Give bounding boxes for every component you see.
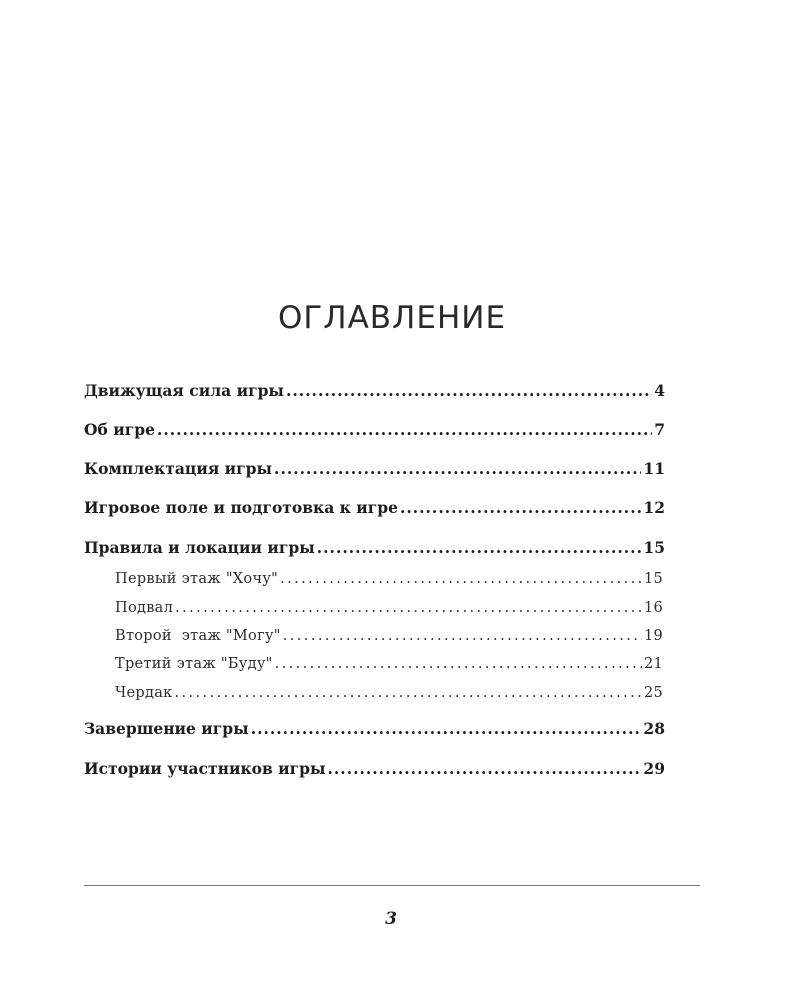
- toc-subentry[interactable]: [115, 685, 663, 701]
- toc-leader-dots: [274, 459, 641, 478]
- toc-entry-page: 11: [643, 459, 665, 478]
- toc-entry-page: 4: [654, 381, 665, 400]
- toc-entry[interactable]: [84, 381, 665, 400]
- toc-subentry[interactable]: [115, 628, 663, 644]
- toc-entry[interactable]: [84, 459, 665, 478]
- toc-subentry[interactable]: [115, 571, 663, 587]
- toc-entry-label: Об игре: [84, 420, 155, 439]
- toc-entry-label: Игровое поле и подготовка к игре: [84, 498, 398, 517]
- toc-entry[interactable]: [84, 420, 665, 439]
- toc-subentry-label: Первый этаж "Хочу": [115, 571, 279, 587]
- toc-leader-dots: [280, 571, 642, 587]
- toc-subentry-label: Второй этаж "Могу": [115, 628, 281, 644]
- toc-entry-page: 29: [643, 759, 665, 778]
- page-number: 3: [385, 909, 397, 929]
- toc-entry-label: Правила и локации игры: [84, 538, 315, 557]
- toc-entry-page: 12: [643, 498, 665, 517]
- toc-subentry-page: 16: [643, 600, 663, 616]
- toc-leader-dots: [328, 759, 642, 778]
- toc-entry-label: Комплектация игры: [84, 459, 273, 478]
- toc-entry-page: 28: [643, 719, 665, 738]
- toc-entry-label: Движущая сила игры: [84, 381, 284, 400]
- toc-subentry-label: Третий этаж "Буду": [115, 656, 273, 672]
- toc-entry-page: 15: [643, 538, 665, 557]
- toc-entry[interactable]: [84, 759, 665, 778]
- toc-subentry[interactable]: [115, 656, 663, 672]
- toc-leader-dots: [283, 628, 642, 644]
- toc-subentry-page: 21: [643, 656, 663, 672]
- toc-leader-dots: [175, 685, 642, 701]
- toc-subentry-label: Чердак: [115, 685, 173, 701]
- toc-subentry-label: Подвал: [115, 600, 174, 616]
- toc-subentry-page: 25: [643, 685, 663, 701]
- toc-leader-dots: [286, 381, 652, 400]
- toc-entry-page: 7: [654, 420, 665, 439]
- toc-leader-dots: [157, 420, 652, 439]
- toc-entry-label: Завершение игры: [84, 719, 249, 738]
- toc-leader-dots: [317, 538, 642, 557]
- toc-entry[interactable]: [84, 719, 665, 738]
- footer-divider: [84, 885, 700, 886]
- toc-leader-dots: [175, 600, 642, 616]
- toc-entry[interactable]: [84, 498, 665, 517]
- toc-subentry[interactable]: [115, 600, 663, 616]
- toc-entry-label: Истории участников игры: [84, 759, 326, 778]
- toc-subentry-page: 19: [643, 628, 663, 644]
- toc-entry[interactable]: [84, 538, 665, 557]
- toc-title: ОГЛАВЛЕНИЕ: [277, 300, 507, 336]
- toc-leader-dots: [400, 498, 641, 517]
- toc-subentry-page: 15: [643, 571, 663, 587]
- toc-leader-dots: [251, 719, 642, 738]
- toc-leader-dots: [275, 656, 642, 672]
